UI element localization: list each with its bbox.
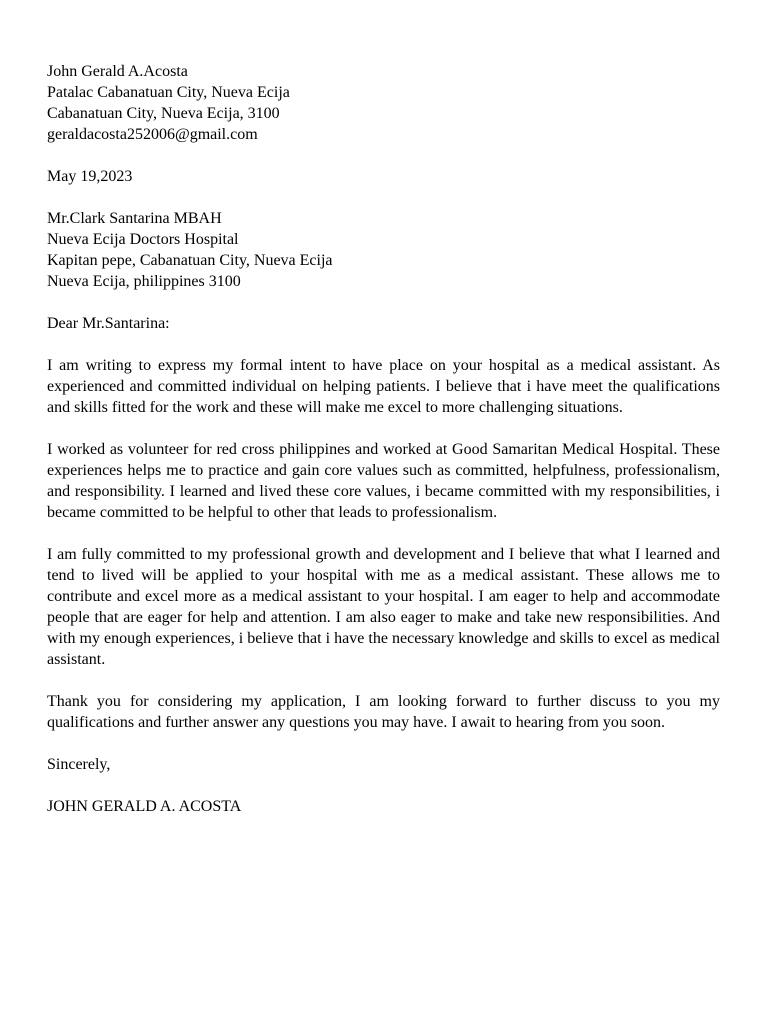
sender-name: John Gerald A.Acosta bbox=[47, 63, 188, 80]
body-paragraph-3: I am fully committed to my professional growth and development and I believe that what I learned and tend to lived will be applied to your hospital with me as a medical assistant. These allows me to contribute and excel more as a medical assistant to your hospital. I am eager to help and accommodate people that are eager for help and attention. I am also eager to make and take new responsibilities. And with my enough experiences, i believe that i have the necessary knowledge and skills to excel as medical assistant. bbox=[47, 546, 720, 668]
sender-address-line-2: Cabanatuan City, Nueva Ecija, 3100 bbox=[47, 105, 280, 122]
recipient-name: Mr.Clark Santarina MBAH bbox=[47, 210, 222, 227]
signature-name: JOHN GERALD A. ACOSTA bbox=[47, 798, 242, 815]
date-text: May 19,2023 bbox=[47, 168, 133, 185]
sender-email: geraldacosta252006@gmail.com bbox=[47, 126, 258, 143]
sender-address-block bbox=[47, 61, 720, 145]
recipient-organization: Nueva Ecija Doctors Hospital bbox=[47, 231, 239, 248]
body-paragraph-1: I am writing to express my formal intent to have place on your hospital as a medical assistant. As experienced and committed individual on helping patients. I believe that i have meet the qualifications and skills fitted for the work and these will make me excel to more challenging situations. bbox=[47, 357, 720, 416]
body-paragraph-2: I worked as volunteer for red cross philippines and worked at Good Samaritan Medical Hospital. These experiences helps me to practice and gain core values such as committed, helpfulness, professionalism, and responsibility. I learned and lived these core values, i became committed with my responsibilities, i became committed to be helpful to other that leads to professionalism. bbox=[47, 441, 720, 521]
salutation: Dear Mr.Santarina: bbox=[47, 315, 170, 332]
sender-address-line-1: Patalac Cabanatuan City, Nueva Ecija bbox=[47, 84, 290, 101]
body-paragraph-4: Thank you for considering my application, I am looking forward to further discuss to you my qualifications and further answer any questions you may have. I await to hearing from you soon. bbox=[47, 693, 720, 731]
cover-letter bbox=[47, 61, 720, 838]
recipient-address-line-1: Kapitan pepe, Cabanatuan City, Nueva Ecija bbox=[47, 252, 333, 269]
recipient-address-block bbox=[47, 208, 720, 292]
letter-date bbox=[47, 166, 720, 187]
closing: Sincerely, bbox=[47, 756, 111, 773]
recipient-address-line-2: Nueva Ecija, philippines 3100 bbox=[47, 273, 241, 290]
